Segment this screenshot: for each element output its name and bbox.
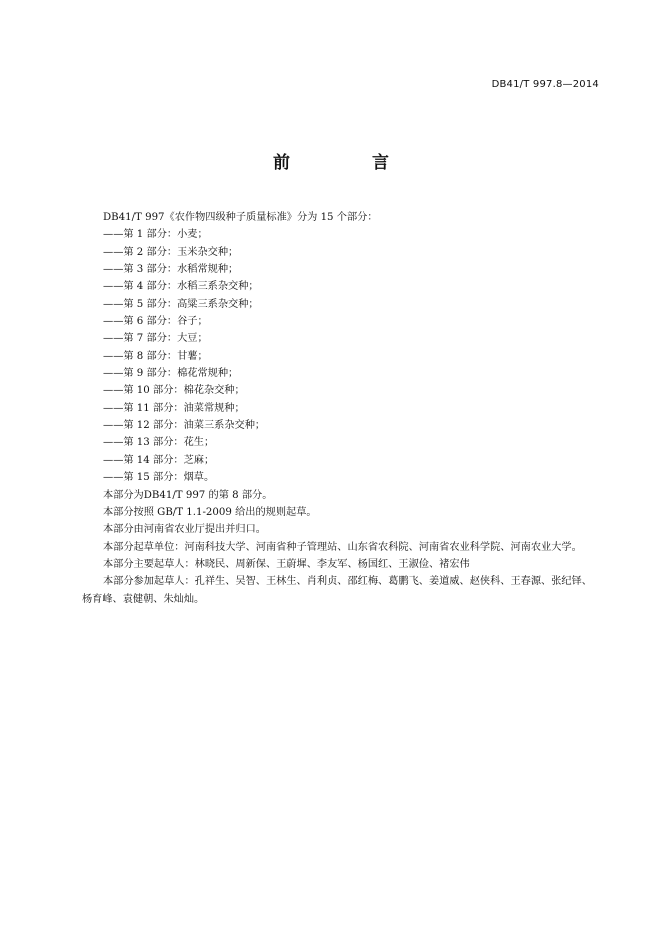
list-item: ——第 6 部分：谷子； xyxy=(103,316,208,328)
list-item: ——第 8 部分：甘薯； xyxy=(103,350,208,362)
part-statement: 本部分为DB41/T 997 的第 8 部分。 xyxy=(103,489,273,501)
list-item: ——第 10 部分：棉花杂交种； xyxy=(103,385,245,397)
list-item: ——第 2 部分：玉米杂交种； xyxy=(103,246,239,258)
list-item: ——第 15 部分：烟草。 xyxy=(103,472,215,484)
list-item: ——第 12 部分：油菜三系杂交种； xyxy=(103,420,266,432)
foreword-body xyxy=(82,209,600,608)
drafting-units: 本部分起草单位：河南科技大学、河南省种子管理站、山东省农科院、河南省农业科学院、河南农业大学。 xyxy=(103,541,582,553)
list-item: ——第 4 部分：水稻三系杂交种； xyxy=(103,281,259,293)
list-item: ——第 3 部分：水稻常规种； xyxy=(103,264,239,276)
list-item: ——第 1 部分：小麦； xyxy=(103,229,208,241)
list-item: ——第 14 部分：芝麻； xyxy=(103,454,215,466)
participating-drafters: 本部分参加起草人：孔祥生、吴智、王林生、肖利贞、邵红梅、葛鹏飞、姜道威、赵侠科、王春源、张纪铎、杨育峰、袁健朝、朱灿灿。 xyxy=(82,576,592,605)
intro-paragraph: DB41/T 997《农作物四级种子质量标准》分为 15 个部分： xyxy=(103,212,378,223)
main-drafters: 本部分主要起草人：林晓民、周新保、王蔚墀、李友军、杨国红、王淑俭、褚宏伟 xyxy=(103,558,470,570)
drafting-rules: 本部分按照 GB/T 1.1-2009 给出的规则起草。 xyxy=(103,506,317,518)
list-item: ——第 5 部分：高粱三系杂交种； xyxy=(103,298,259,310)
parts-list xyxy=(82,226,600,486)
page-title: 前 言 xyxy=(273,153,427,173)
proposing-body: 本部分由河南省农业厅提出并归口。 xyxy=(103,524,266,536)
list-item: ——第 13 部分：花生； xyxy=(103,437,215,449)
list-item: ——第 11 部分：油菜常规种； xyxy=(103,402,245,414)
list-item: ——第 7 部分：大豆； xyxy=(103,333,208,345)
document-number: DB41/T 997.8—2014 xyxy=(491,79,599,90)
list-item: ——第 9 部分：棉花常规种； xyxy=(103,368,239,380)
